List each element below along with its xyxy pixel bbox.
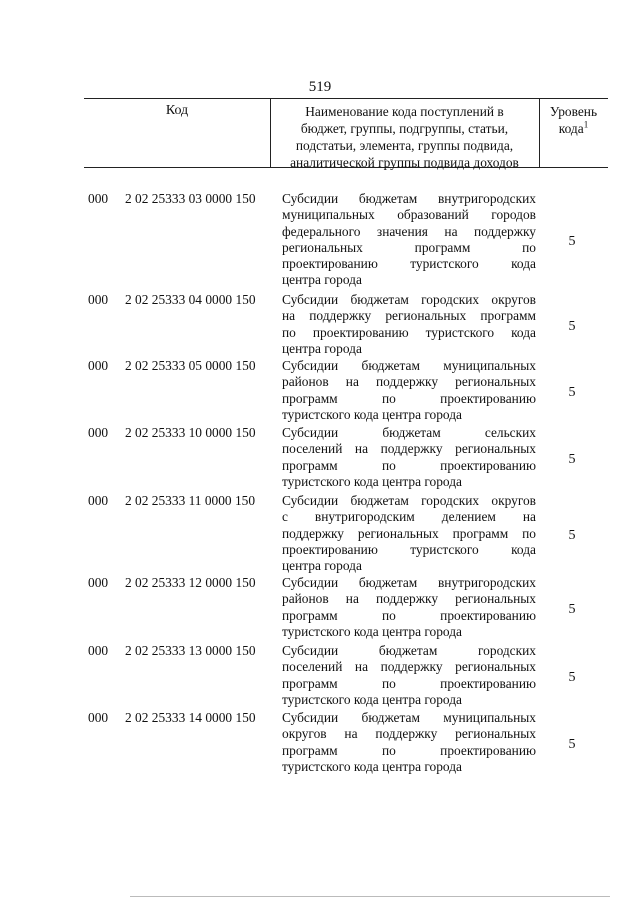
income-name xyxy=(282,643,536,708)
income-name-line: проектированию туристского кода xyxy=(282,256,536,272)
admin-code: 000 xyxy=(88,292,109,307)
income-name-line: программ по проектированию xyxy=(282,675,536,691)
income-code: 2 02 25333 14 0000 150 xyxy=(125,710,256,725)
income-name-line: программ по проектированию xyxy=(282,457,536,473)
income-name xyxy=(282,575,536,640)
income-code: 2 02 25333 13 0000 150 xyxy=(125,643,256,658)
code-level: 5 xyxy=(568,737,576,752)
header-name-line: бюджет, группы, подгруппы, статьи, xyxy=(300,121,509,136)
footnote-marker: 1 xyxy=(583,119,589,130)
income-name-line: Субсидии бюджетам муниципальных xyxy=(282,710,536,725)
header-name-line: подстатьи, элемента, группы подвида, xyxy=(295,138,514,153)
income-name xyxy=(282,710,536,775)
header-level-line2: кода$^1$ xyxy=(558,119,589,136)
income-name-line: программ по проектированию xyxy=(282,607,536,623)
income-name-line: Субсидии бюджетам внутригородских xyxy=(282,575,536,590)
code-level: 5 xyxy=(568,602,576,617)
income-code: 2 02 25333 03 0000 150 xyxy=(125,191,256,206)
income-name-line: туристского кода центра города xyxy=(282,406,462,422)
code-level: 5 xyxy=(568,319,576,334)
income-name-line: округов на поддержку региональных xyxy=(282,726,536,742)
page-edge-line xyxy=(130,896,610,897)
income-name xyxy=(282,191,536,289)
income-name-line: центра города xyxy=(282,558,362,574)
code-level: 5 xyxy=(568,528,576,543)
code-level: 5 xyxy=(568,234,576,249)
admin-code: 000 xyxy=(88,575,109,590)
income-name-line: центра города xyxy=(282,272,362,288)
income-name-line: районов на поддержку региональных xyxy=(282,374,536,390)
page-number: 519 xyxy=(308,79,332,95)
income-name-line: поселений на поддержку региональных xyxy=(282,441,536,457)
admin-code: 000 xyxy=(88,425,109,440)
admin-code: 000 xyxy=(88,643,109,658)
income-name-line: Субсидии бюджетам городских округов xyxy=(282,292,536,307)
income-name-line: районов на поддержку региональных xyxy=(282,591,536,607)
income-name-line: Субсидии бюджетам муниципальных xyxy=(282,358,536,373)
income-name-line: программ по проектированию xyxy=(282,742,536,758)
table-header xyxy=(84,98,608,168)
code-level: 5 xyxy=(568,670,576,685)
income-code: 2 02 25333 04 0000 150 xyxy=(125,292,256,307)
code-level: 5 xyxy=(568,385,576,400)
income-code: 2 02 25333 10 0000 150 xyxy=(125,425,256,440)
income-name-line: муниципальных образований городов xyxy=(282,207,536,223)
admin-code: 000 xyxy=(88,191,109,206)
income-code: 2 02 25333 11 0000 150 xyxy=(125,493,256,508)
header-name xyxy=(270,99,540,170)
header-name-line: Наименование кода поступлений в xyxy=(305,104,504,119)
code-level: 5 xyxy=(568,452,576,467)
income-name-line: туристского кода центра города xyxy=(282,623,462,639)
income-name xyxy=(282,292,536,357)
income-name-line: Субсидии бюджетам внутригородских xyxy=(282,191,536,206)
income-name xyxy=(282,425,536,490)
admin-code: 000 xyxy=(88,493,109,508)
income-name-line: туристского кода центра города xyxy=(282,473,462,489)
admin-code: 000 xyxy=(88,358,109,373)
income-code: 2 02 25333 05 0000 150 xyxy=(125,358,256,373)
income-name xyxy=(282,358,536,423)
income-name-line: с внутригородским делением на xyxy=(282,509,536,525)
income-name-line: региональных программ по xyxy=(282,239,536,255)
income-name-line: туристского кода центра города xyxy=(282,691,462,707)
income-name-line: центра города xyxy=(282,340,362,356)
admin-code: 000 xyxy=(88,710,109,725)
income-name-line: Субсидии бюджетам сельских xyxy=(282,425,536,440)
income-name-line: поддержку региональных программ по xyxy=(282,525,536,541)
income-name-line: Субсидии бюджетам городских округов xyxy=(282,493,536,508)
header-level-line1: Уровень xyxy=(549,104,598,119)
income-name-line: поселений на поддержку региональных xyxy=(282,659,536,675)
income-name-line: туристского кода центра города xyxy=(282,758,462,774)
income-name xyxy=(282,493,536,574)
income-name-line: программ по проектированию xyxy=(282,390,536,406)
income-name-line: на поддержку региональных программ xyxy=(282,308,536,324)
income-name-line: Субсидии бюджетам городских xyxy=(282,643,536,658)
income-name-line: проектированию туристского кода xyxy=(282,541,536,557)
income-code: 2 02 25333 12 0000 150 xyxy=(125,575,256,590)
header-code: Код xyxy=(84,99,271,167)
income-name-line: федерального значения на поддержку xyxy=(282,223,536,239)
header-name-line: аналитической группы подвида доходов xyxy=(290,155,519,170)
header-level xyxy=(539,99,608,167)
income-name-line: по проектированию туристского кода xyxy=(282,324,536,340)
